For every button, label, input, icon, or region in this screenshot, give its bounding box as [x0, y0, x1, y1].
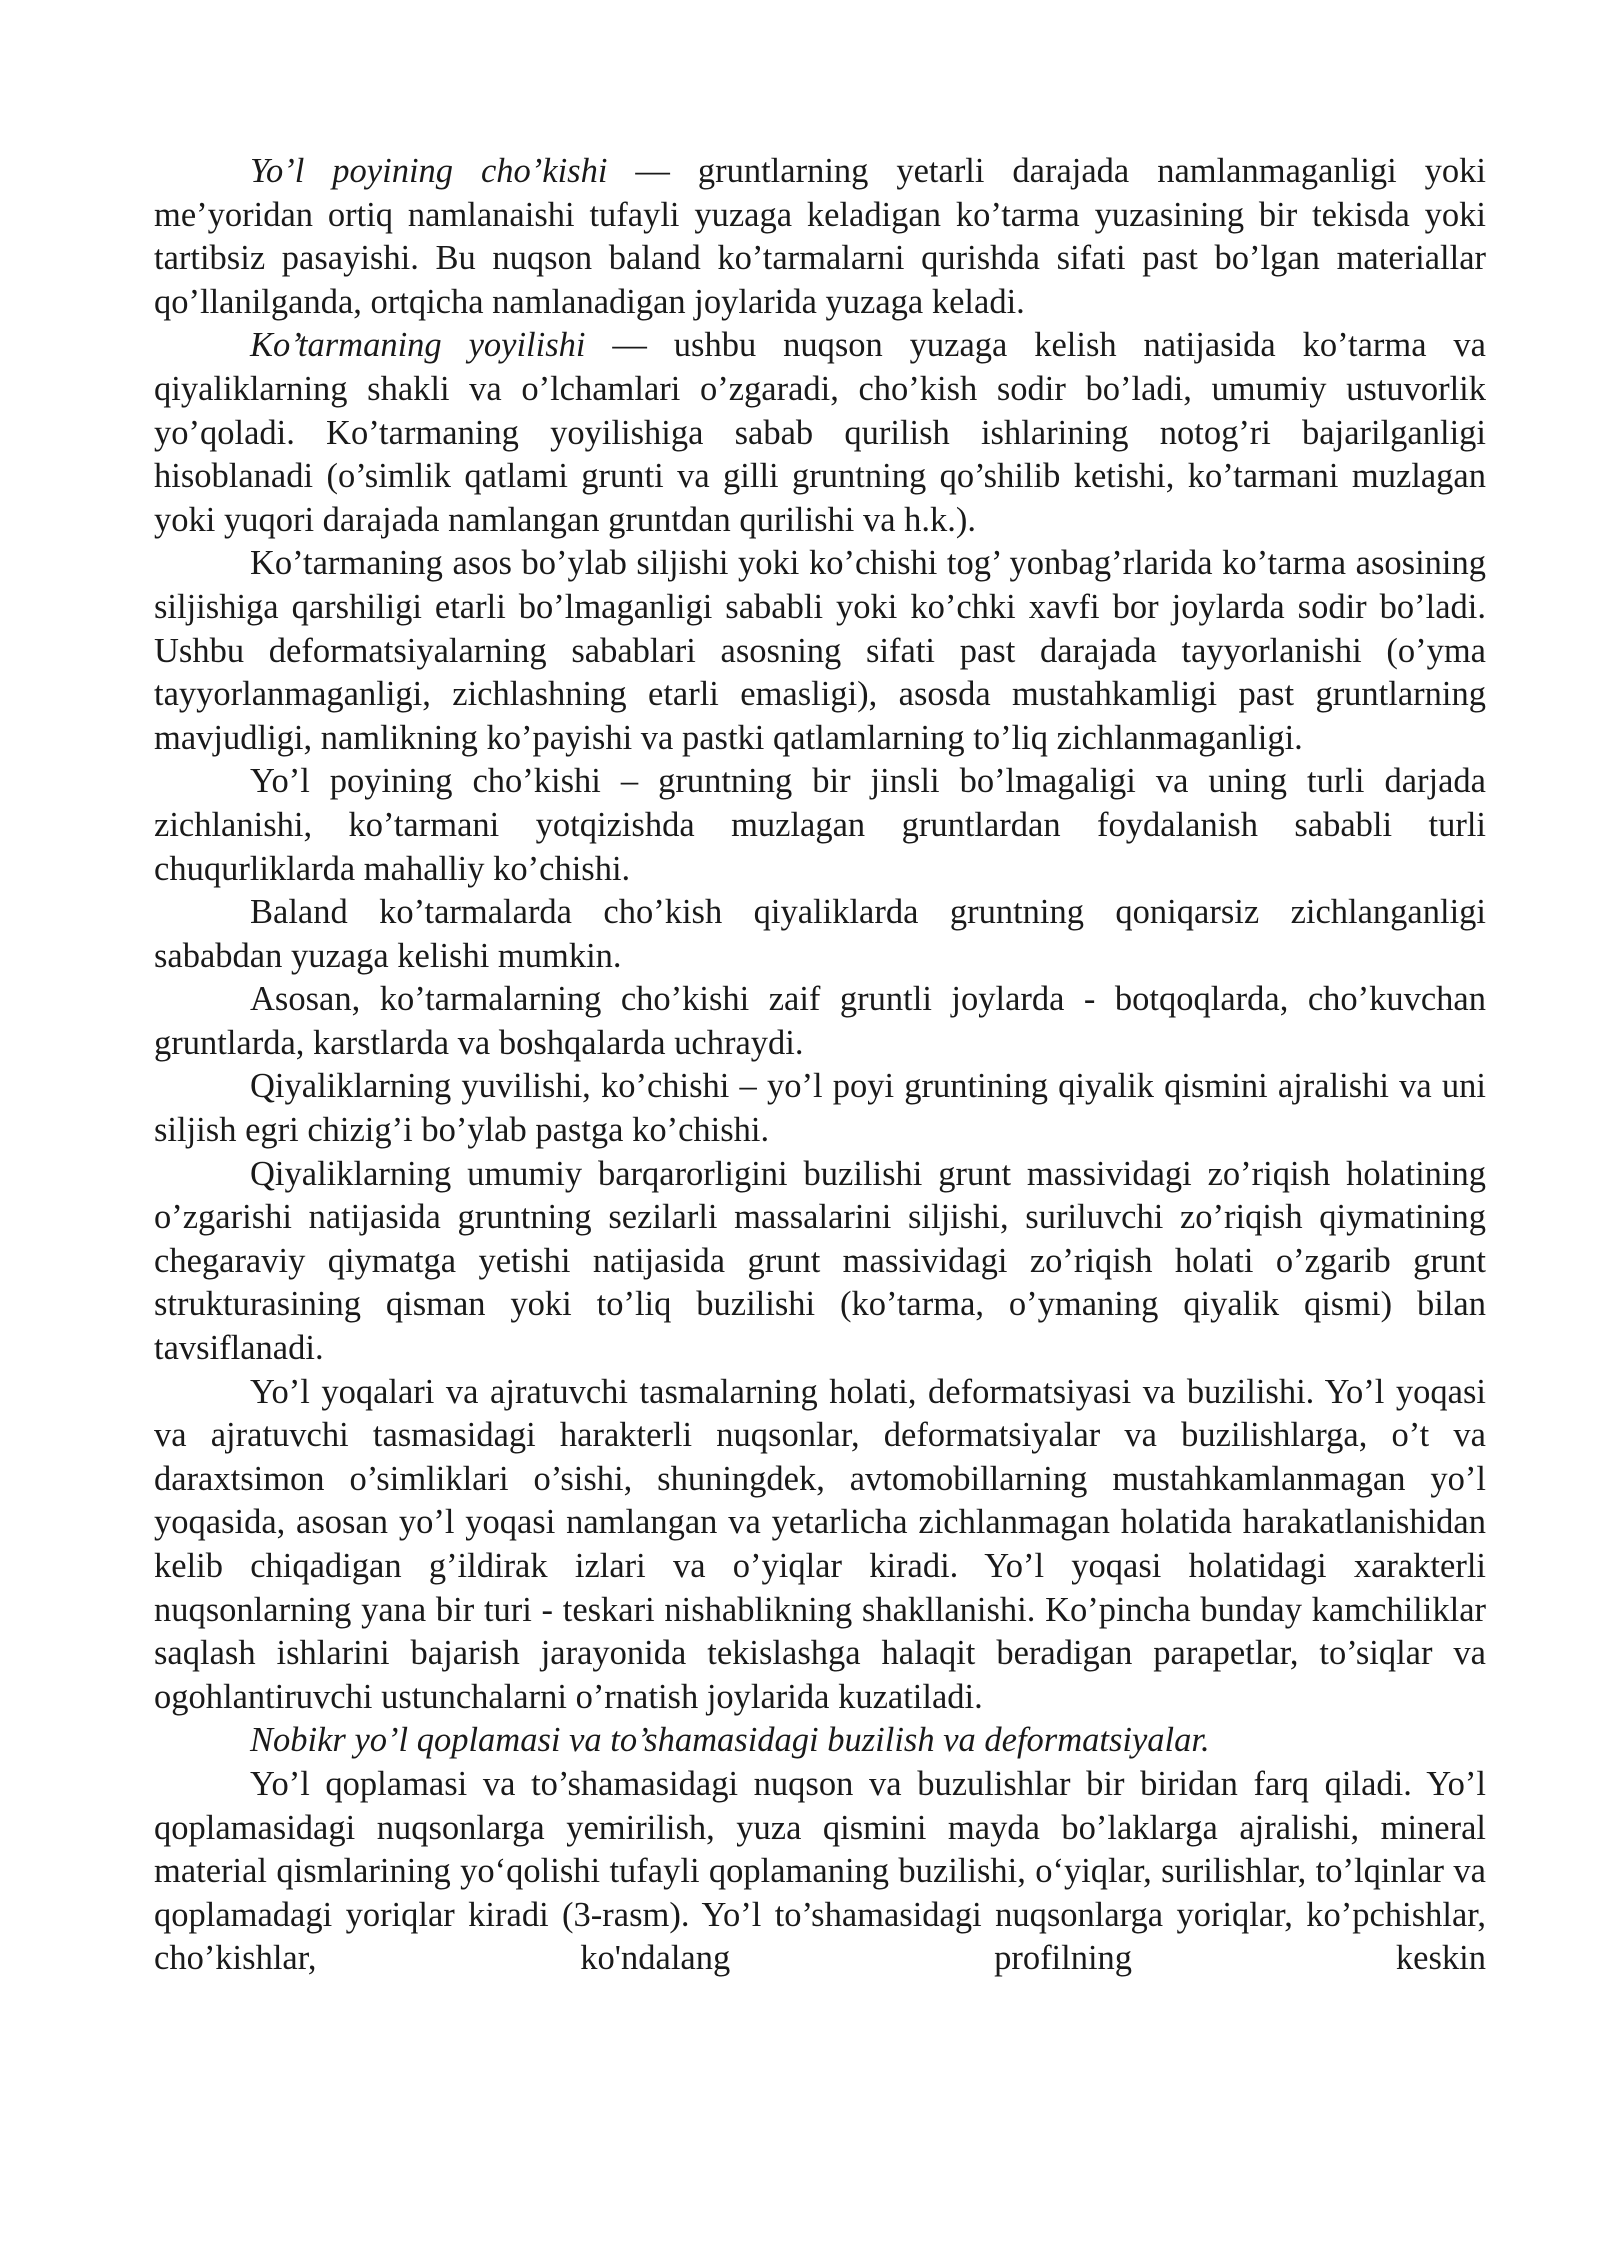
paragraph-base-sliding: [154, 542, 1486, 760]
paragraph-weak-soils: [154, 978, 1486, 1065]
paragraph-embankment-spreading: [154, 324, 1486, 542]
paragraph-road-bed-settlement: [154, 150, 1486, 324]
paragraph-text: — ushbu nuqson yuzaga kelish natijasida ko’tarma va qiyaliklarning shakli va o’lchamlari o’zgaradi, cho’kish sodir bo’ladi, umumiy ustuvorlik yo’qoladi. Ko’tarmaning yoyilishiga sabab qurilish ishlarining notog’ri bajarilganligi hisoblanadi (o’simlik qatlami grunti va gilli gruntning qo’shilib ketishi, ko’tarmani muzlagan yoki yuqori darajada namlangan gruntdan qurilishi va h.k.).: [154, 326, 1486, 539]
section-heading-text: Nobikr yo’l qoplamasi va to’shamasidagi buzilish va deformatsiyalar.: [250, 1721, 1210, 1760]
paragraph-slope-erosion: [154, 1065, 1486, 1152]
paragraph-text: Yo’l qoplamasi va to’shamasidagi nuqson va buzulishlar bir biridan farq qiladi. Yo’l qoplamasidagi nuqsonlarga yemirilish, yuza qismini mayda bo’laklarga ajralishi, mineral material qismlarining yo‘qolishi tufayli qoplamaning buzilishi, o‘yiqlar, surilishlar, to’lqinlar va qoplamadagi yoriqlar kiradi (3-rasm). Yo’l to’shamasidagi nuqsonlarga yoriqlar, ko’pchishlar, cho’kishlar, ko'ndalang profilning keskin: [154, 1764, 1486, 1978]
paragraph-pavement-defects: [154, 1763, 1486, 1981]
paragraph-high-embankments: [154, 891, 1486, 978]
paragraph-text: Ko’tarmaning asos bo’ylab siljishi yoki ko’chishi tog’ yonbag’rlarida ko’tarma asosining siljishiga qarshiligi etarli bo’lmaganligi sababli yoki ko’chki xavfi bor joylarda sodir bo’ladi. Ushbu deformatsiyalarning sabablari asosning sifati past darajada tayyorlanishi (o’yma tayyorlanmaganligi, zichlashning etarli emasligi), asosda mustahkamligi past gruntlarning mavjudligi, namlikning ko’payishi va pastki qatlamlarning to’liq zichlanmaganligi.: [154, 544, 1486, 757]
term-road-bed-settlement: Yo’l poyining cho’kishi: [250, 152, 608, 190]
paragraph-text: Yo’l poyining cho’kishi – gruntning bir jinsli bo’lmagaligi va uning turli darjada zichlanishi, ko’tarmani yotqizishda muzlagan gruntlardan foydalanish sababli turli chuqurliklarda mahalliy ko’chishi.: [154, 762, 1486, 888]
section-heading-pavement-defects: [154, 1719, 1486, 1763]
paragraph-text: Yo’l yoqalari va ajratuvchi tasmalarning holati, deformatsiyasi va buzilishi. Yo’l yoqasi va ajratuvchi tasmasidagi harakterli nuqsonlar, deformatsiyalar va buzilishlarga, o’t va daraxtsimon o’simliklari o’sishi, shuningdek, avtomobillarning mustahkamlanmagan yo’l yoqasida, asosan yo’l yoqasi namlangan va yetarlicha zichlanmagan holatida harakatlanishidan kelib chiqadigan g’ildirak izlari va o’yiqlar kiradi. Yo’l yoqasi holatidagi xarakterli nuqsonlarning yana bir turi - teskari nishablikning shakllanishi. Ko’pincha bunday kamchiliklar saqlash ishlarini bajarish jarayonida tekislashga halaqit beradigan parapetlar, to’siqlar va ogohlantiruvchi ustunchalarni o’rnatish joylarida kuzatiladi.: [154, 1372, 1486, 1716]
paragraph-text: Qiyaliklarning umumiy barqarorligini buzilishi grunt massividagi zo’riqish holatining o’zgarishi natijasida gruntning sezilarli massalarini siljishi, suriluvchi zo’riqish qiymatining chegaraviy qiymatga yetishi natijasida grunt massividagi zo’riqish holati o’zgarib grunt strukturasining qisman yoki to’liq buzilishi (ko’tarma, o’ymaning qiyalik qismi) bilan tavsiflanadi.: [154, 1154, 1486, 1368]
term-embankment-spreading: Ko’tarmaning yoyilishi: [250, 326, 586, 365]
paragraph-slope-stability: [154, 1153, 1486, 1371]
paragraph-text: Asosan, ko’tarmalarning cho’kishi zaif gruntli joylarda - botqoqlarda, cho’kuvchan gruntlarda, karstlarda va boshqalarda uchraydi.: [154, 980, 1486, 1062]
paragraph-shoulders: [154, 1371, 1486, 1720]
paragraph-local-settlement: [154, 760, 1486, 891]
document-page: [154, 150, 1486, 1981]
paragraph-text: Baland ko’tarmalarda cho’kish qiyaliklarda gruntning qoniqarsiz zichlanganligi sababdan yuzaga kelishi mumkin.: [154, 893, 1486, 975]
paragraph-text: Qiyaliklarning yuvilishi, ko’chishi – yo’l poyi gruntining qiyalik qismini ajralishi va uni siljish egri chizig’i bo’ylab pastga ko’chishi.: [154, 1067, 1486, 1150]
paragraph-text: — gruntlarning yetarli darajada namlanmaganligi yoki me’yoridan ortiq namlanaishi tufayli yuzaga keladigan ko’tarma yuzasining bir tekisda yoki tartibsiz pasayishi. Bu nuqson baland ko’tarmalarni qurishda sifati past bo’lgan materiallar qo’llanilganda, ortqicha namlanadigan joylarida yuzaga keladi.: [154, 152, 1486, 321]
